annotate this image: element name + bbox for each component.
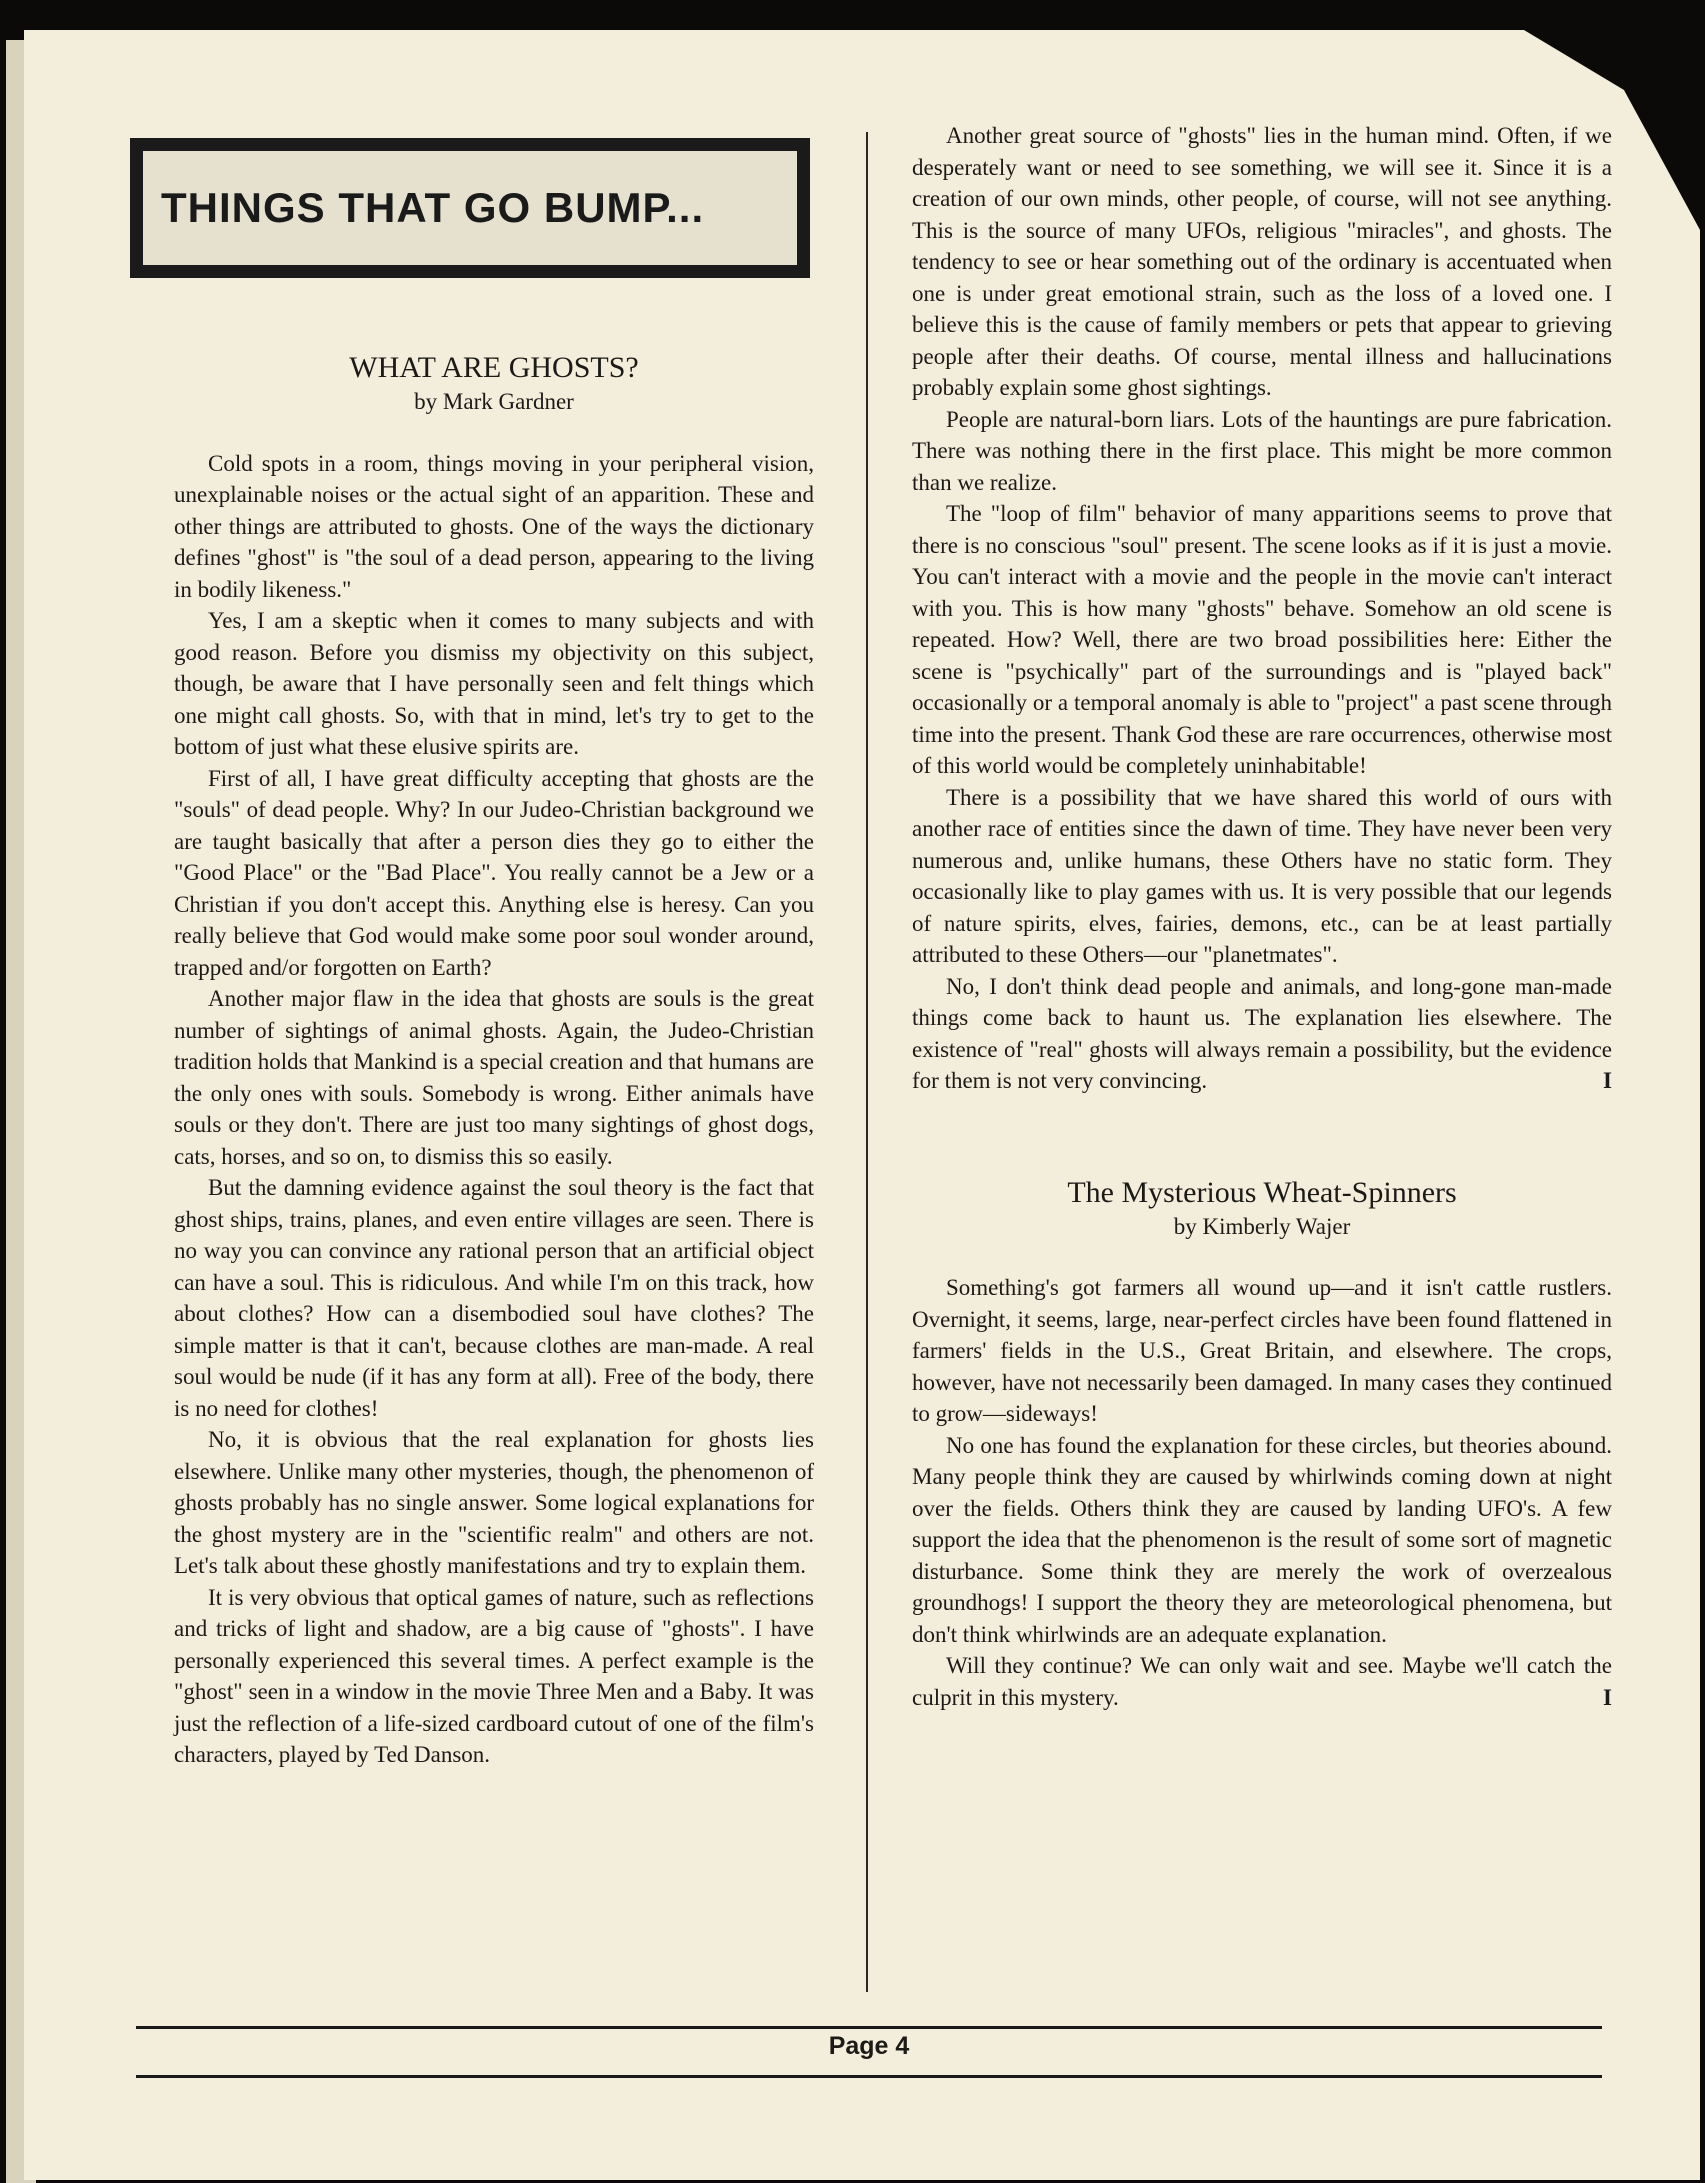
- footer-rule-top: [136, 2026, 1602, 2029]
- end-mark: I: [1603, 1068, 1612, 1093]
- column-divider: [866, 132, 868, 1992]
- paragraph: People are natural-born liars. Lots of the hauntings are pure fabrication. There was nothing there in the first place. This might be more common than we realize.: [912, 406, 1612, 495]
- paragraph: [912, 971, 1612, 1097]
- paragraph: Yes, I am a skeptic when it comes to many subjects and with good reason. Before you dismiss my objectivity on this subject, though, be aware that I have personally seen and felt things which one might call ghosts. So, with that in mind, let's try to get to the bottom of just what these elusive spirits are.: [174, 608, 814, 759]
- article-title: WHAT ARE GHOSTS?: [349, 351, 639, 384]
- paragraph: It is very obvious that optical games of nature, such as reflections and tricks of light and shadow, are a big cause of "ghosts". I have personally experienced this several times. A perfect example is the "ghost" seen in a window in the movie Three Men and a Baby. It was just the reflection of a life-sized cardboard cutout of one of the film's characters, played by Ted Danson.: [174, 1584, 814, 1767]
- right-column: [912, 120, 1612, 1713]
- paragraph: No one has found the explanation for these circles, but theories abound. Many people think they are caused by whirlwinds coming down at night over the fields. Others think they are caused by landing UFO's. A few support the idea that the phenomenon is the result of some sort of magnetic disturbance. Some think they are merely the work of overzealous groundhogs! I support the theory they are meteorological phenomena, but don't think whirlwinds are an adequate explanation.: [912, 1432, 1612, 1647]
- left-column: [174, 350, 814, 1771]
- section-title-box: [130, 138, 810, 278]
- paragraph: First of all, I have great difficulty accepting that ghosts are the "souls" of dead people. Why? In our Judeo-Christian background we are taught basically that after a person dies they go to either the "Good Place" or the "Bad Place". You really cannot be a Jew or a Christian if you don't accept this. Anything else is heresy. Can you really believe that God would make some poor soul wonder around, trapped and/or forgotten on Earth?: [174, 765, 814, 980]
- page-number: Page 4: [828, 2032, 910, 2060]
- footer-rule-bottom: [136, 2075, 1602, 2078]
- paragraph: Another major flaw in the idea that ghosts are souls is the great number of sightings of animal ghosts. Again, the Judeo-Christian tradition holds that Mankind is a special creation and that humans are the only ones with souls. Somebody is wrong. Either animals have souls or they don't. There are just too many sightings of ghost dogs, cats, horses, and so on, to dismiss this so easily.: [174, 986, 814, 1169]
- paragraph: [912, 1650, 1612, 1713]
- paragraph: Cold spots in a room, things moving in your peripheral vision, unexplainable noises or the actual sight of an apparition. These and other things are attributed to ghosts. One of the ways the dictionary defines "ghost" is "the soul of a dead person, appearing to the living in bodily likeness.": [174, 450, 814, 602]
- article-byline: by Kimberly Wajer: [1173, 1213, 1351, 1239]
- paragraph-text: Will they continue? We can only wait and see. Maybe we'll catch the culprit in this mystery.: [912, 1653, 1612, 1710]
- paragraph-text: No, I don't think dead people and animals, and long-gone man-made things come back to haunt us. The explanation lies elsewhere. The existence of "real" ghosts will always remain a possibility, but the evidence for them is not very convincing.: [912, 973, 1612, 1093]
- paragraph: The "loop of film" behavior of many apparitions seems to prove that there is no conscious "soul" present. The scene looks as if it is just a movie. You can't interact with a movie and the people in the movie can't interact with you. This is how many "ghosts" behave. Somehow an old scene is repeated. How? Well, there are two broad possibilities here: Either the scene is "psychically" part of the surroundings and is "played back" occasionally or a temporal anomaly is able to "project" a past scene through time into the present. Thank God these are rare occurrences, otherwise most of this world would be completely uninhabitable!: [912, 501, 1612, 778]
- paragraph: Something's got farmers all wound up—and it isn't cattle rustlers. Overnight, it seems, large, near-perfect circles have been found flattened in farmers' fields in the U.S., Great Britain, and elsewhere. The crops, however, have not necessarily been damaged. In many cases they continued to grow—sideways!: [912, 1275, 1612, 1426]
- article-title: The Mysterious Wheat-Spinners: [1067, 1175, 1457, 1209]
- paragraph: Another great source of "ghosts" lies in the human mind. Often, if we desperately want or need to see something, we will see it. Since it is a creation of our own minds, other people, of course, will not see anything. This is the source of many UFOs, religious "miracles", and ghosts. The tendency to see or hear something out of the ordinary is accentuated when one is under great emotional strain, such as the loss of a loved one. I believe this is the cause of family members or pets that appear to grieving people after their deaths. Of course, mental illness and hallucinations probably explain some ghost sightings.: [912, 123, 1612, 400]
- paragraph: No, it is obvious that the real explanation for ghosts lies elsewhere. Unlike many other mysteries, though, the phenomenon of ghosts probably has no single answer. Some logical explanations for the ghost mystery are in the "scientific realm" and others are not. Let's talk about these ghostly manifestations and try to explain them.: [174, 1427, 814, 1578]
- section-title: THINGS THAT GO BUMP...: [161, 184, 705, 231]
- paragraph: But the damning evidence against the soul theory is the fact that ghost ships, trains, planes, and even entire villages are seen. There is no way you can convince any rational person that an artificial object can have a soul. This is ridiculous. And while I'm on this track, how about clothes? How can a disembodied soul have clothes? The simple matter is that it can't, because clothes are man-made. A real soul would be nude (if it has any form at all). Free of the body, there is no need for clothes!: [174, 1175, 814, 1421]
- article-byline: by Mark Gardner: [414, 389, 574, 414]
- paragraph: There is a possibility that we have shared this world of ours with another race of entities since the dawn of time. They have never been very numerous and, unlike humans, these Others have no static form. They occasionally like to play games with us. It is very possible that our legends of nature spirits, elves, fairies, demons, etc., can be at least partially attributed to these Others—our "planetmates".: [912, 784, 1612, 967]
- end-mark: I: [1603, 1684, 1612, 1710]
